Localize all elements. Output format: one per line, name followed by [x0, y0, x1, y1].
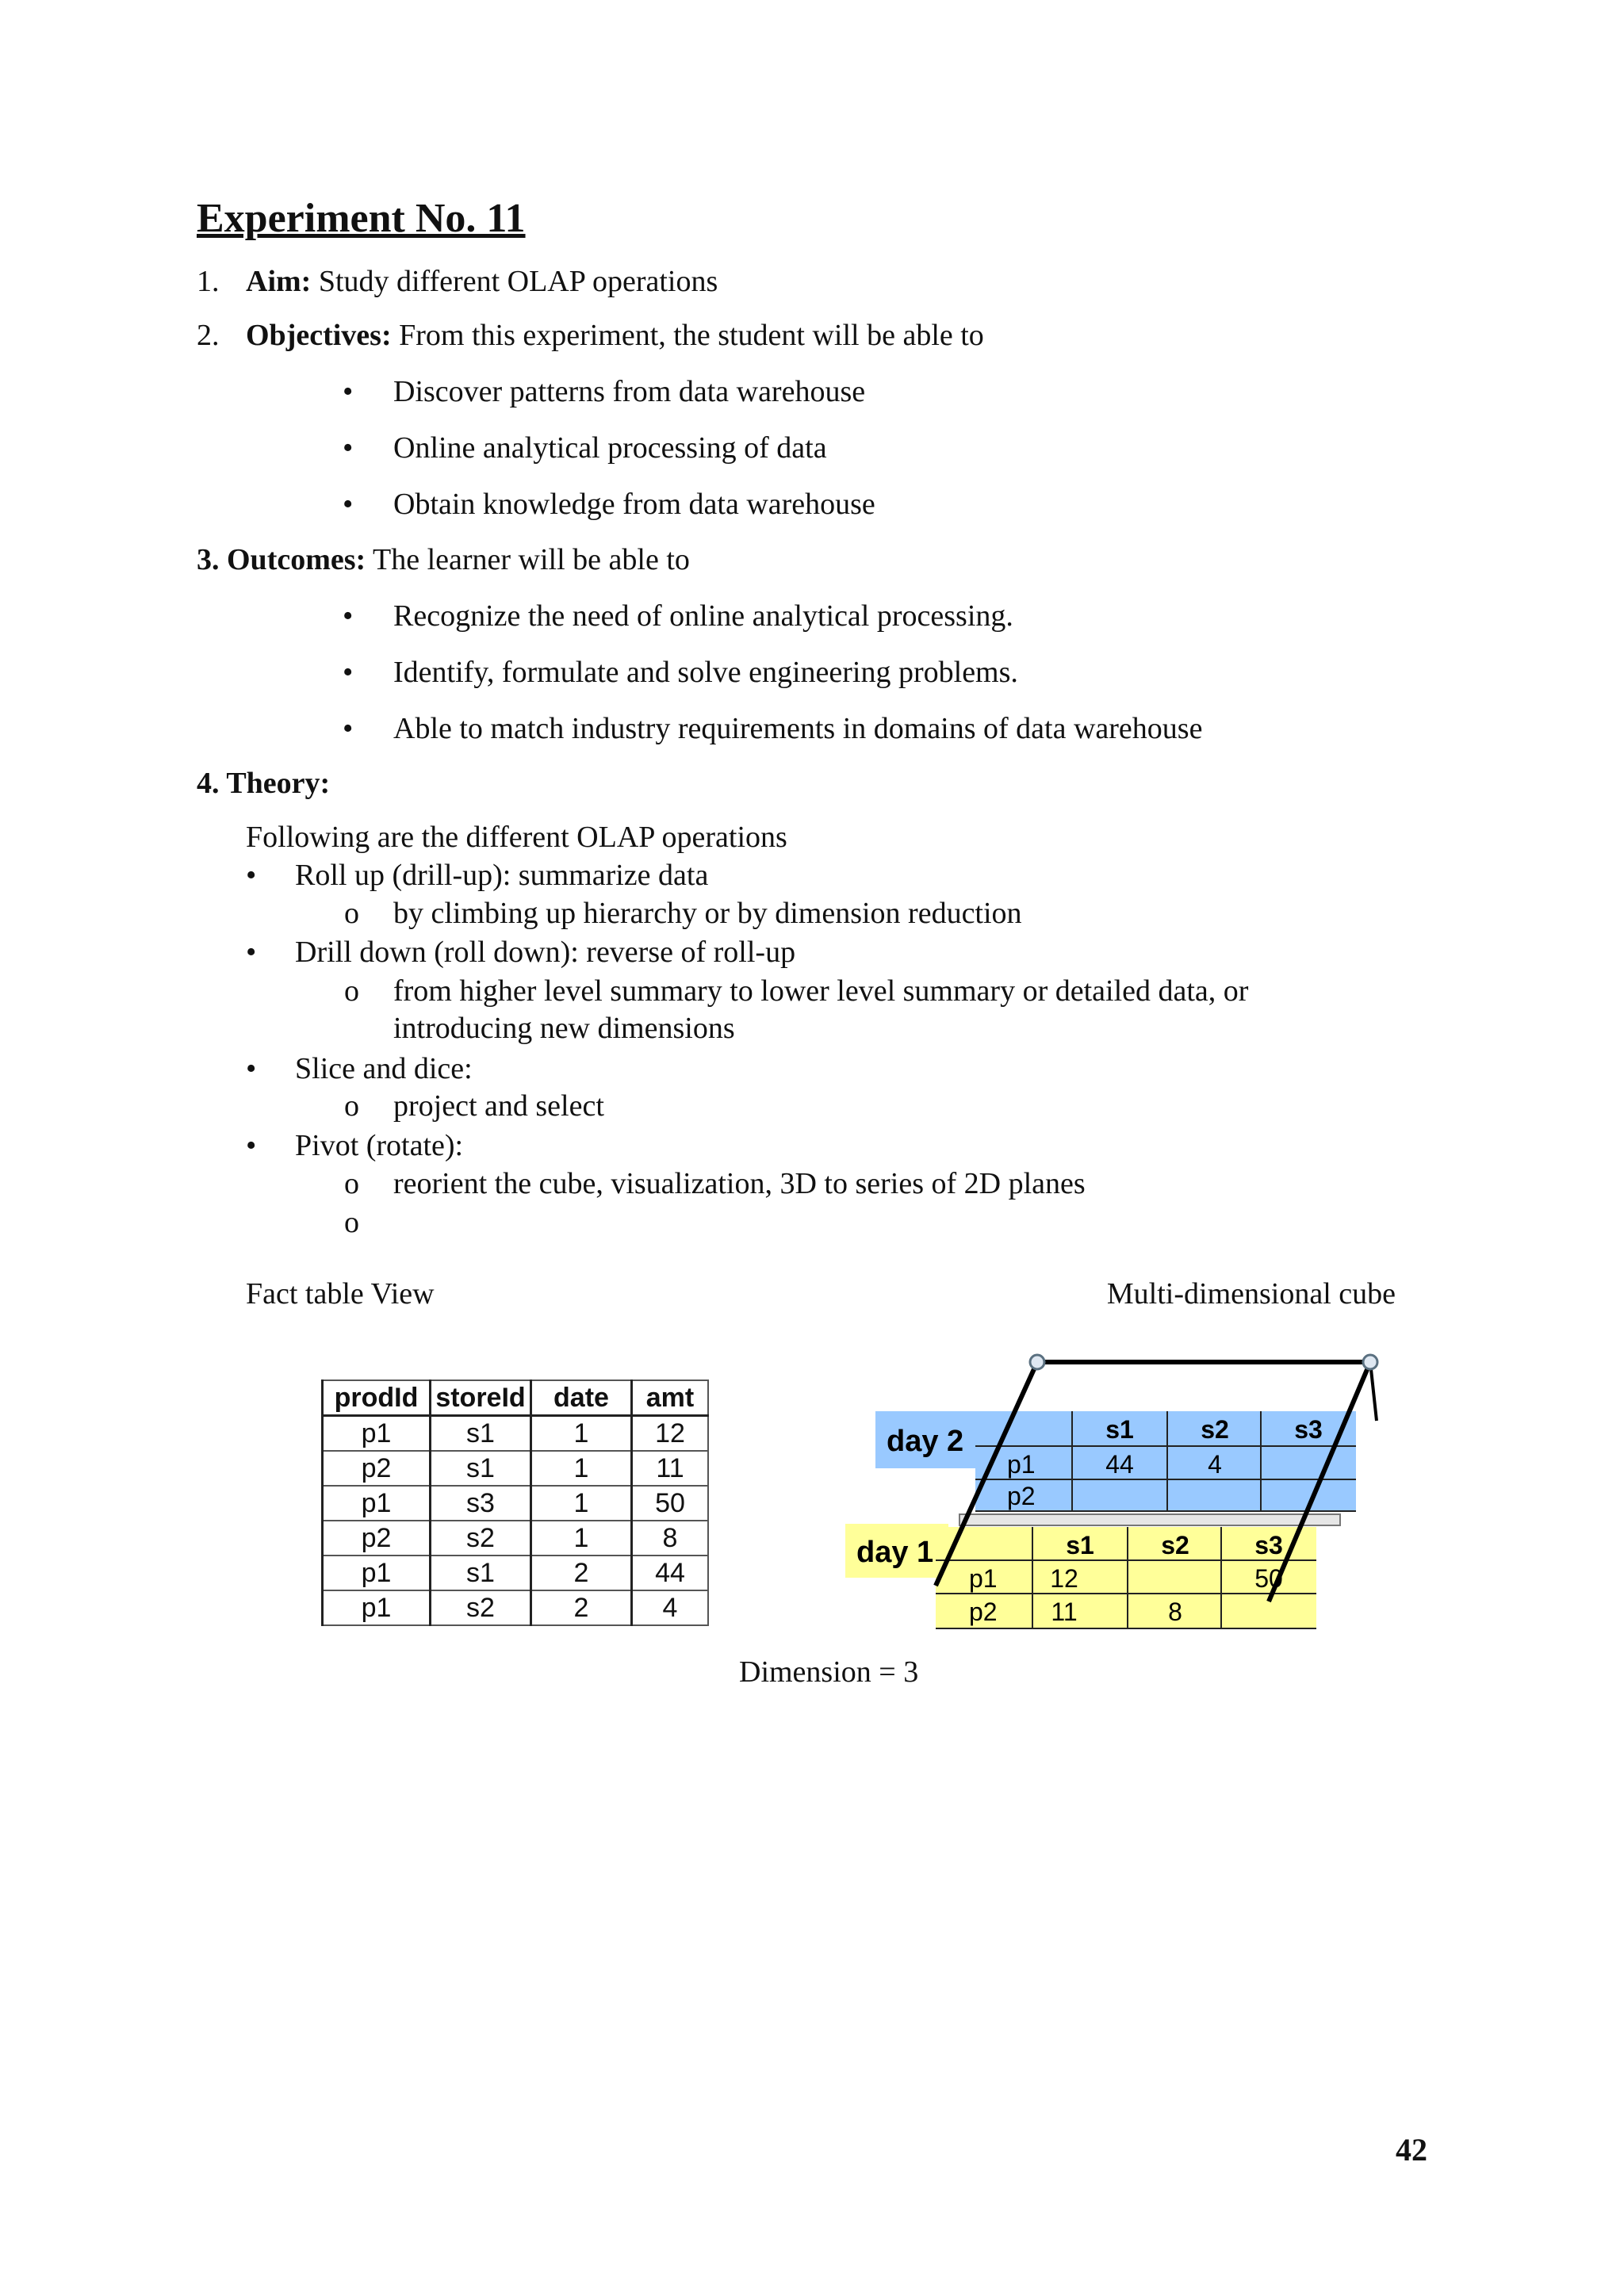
table-cell: p2	[323, 1521, 431, 1556]
theory-sub-marker: o	[344, 1167, 359, 1200]
theory-sub-item: by climbing up hierarchy or by dimension reduction	[393, 897, 1022, 930]
day1-col-header: s1	[1066, 1531, 1094, 1559]
table-cell: s2	[431, 1521, 531, 1556]
day2-label: day 2	[887, 1425, 964, 1458]
outcome-bullet: •	[343, 599, 354, 633]
theory-bullet: •	[246, 1129, 257, 1162]
day1-label: day 1	[856, 1536, 934, 1569]
theory-sub-marker: o	[344, 1089, 359, 1123]
theory-bullet: •	[246, 936, 257, 969]
theory-op: Roll up (drill-up): summarize data	[295, 859, 709, 892]
column-header: prodId	[323, 1380, 431, 1416]
day2-cell: 44	[1105, 1450, 1134, 1479]
objective-bullet: •	[343, 431, 354, 465]
table-row	[323, 1556, 709, 1590]
table-cell: p2	[323, 1451, 431, 1486]
table-cell: 8	[632, 1521, 709, 1556]
day2-row-header: p2	[1007, 1482, 1036, 1510]
cube-back-edge	[1370, 1362, 1377, 1421]
aim-text: Study different OLAP operations	[311, 265, 718, 298]
outcome-item: Identify, formulate and solve engineering problems.	[393, 656, 1018, 689]
day1-layer	[845, 1524, 1316, 1628]
multidimensional-cube-diagram	[841, 1348, 1411, 1633]
objective-item: Obtain knowledge from data warehouse	[393, 488, 875, 521]
theory-sub-marker: o	[344, 1206, 359, 1239]
table-row	[323, 1521, 709, 1556]
table-cell: 50	[632, 1486, 709, 1521]
outcome-bullet: •	[343, 656, 354, 689]
page-title: Experiment No. 11	[197, 196, 526, 241]
table-cell: 2	[531, 1556, 632, 1590]
table-cell: 2	[531, 1590, 632, 1625]
fact-table-header-row	[323, 1380, 709, 1416]
dimension-caption: Dimension = 3	[739, 1655, 919, 1689]
fact-table-label: Fact table View	[246, 1277, 435, 1311]
table-cell: 1	[531, 1416, 632, 1452]
objective-item: Online analytical processing of data	[393, 431, 827, 465]
day2-layer	[875, 1411, 1356, 1511]
day1-row-header: p1	[969, 1564, 998, 1593]
cube-corner-handle	[1363, 1355, 1377, 1369]
theory-intro: Following are the different OLAP operations	[246, 821, 787, 854]
outcome-bullet: •	[343, 712, 354, 745]
table-cell: 1	[531, 1451, 632, 1486]
table-cell: p1	[323, 1590, 431, 1625]
theory-sub-marker: o	[344, 897, 359, 930]
table-cell: 12	[632, 1416, 709, 1452]
column-header: storeId	[431, 1380, 531, 1416]
aim-line	[197, 264, 220, 299]
theory-sub-item: introducing new dimensions	[393, 1012, 735, 1045]
table-cell: 1	[531, 1521, 632, 1556]
theory-sub-item: from higher level summary to lower level summary or detailed data, or	[393, 974, 1249, 1008]
page-number: 42	[1396, 2132, 1427, 2168]
theory-op: Slice and dice:	[295, 1052, 473, 1085]
outcomes-label: 3. Outcomes:	[197, 543, 366, 576]
outcome-item: Recognize the need of online analytical processing.	[393, 599, 1013, 633]
table-cell: p1	[323, 1416, 431, 1452]
theory-label: 4. Theory:	[197, 767, 331, 800]
theory-op: Pivot (rotate):	[295, 1129, 464, 1162]
table-row	[323, 1486, 709, 1521]
column-header: amt	[632, 1380, 709, 1416]
table-cell: 1	[531, 1486, 632, 1521]
day1-col-header: s3	[1254, 1531, 1283, 1559]
table-cell: 44	[632, 1556, 709, 1590]
day2-col-header: s1	[1105, 1415, 1134, 1444]
day1-cell: 8	[1168, 1598, 1182, 1626]
table-cell: s1	[431, 1416, 531, 1452]
objectives-line	[246, 318, 984, 353]
theory-bullet: •	[246, 1052, 257, 1085]
day1-row-header: p2	[969, 1598, 998, 1626]
day1-cell: 12	[1050, 1564, 1078, 1593]
objectives-text: From this experiment, the student will be able to	[391, 319, 984, 352]
objective-bullet: •	[343, 375, 354, 408]
objectives-label: Objectives:	[246, 319, 392, 352]
theory-sub-marker: o	[344, 974, 359, 1008]
table-cell: p1	[323, 1486, 431, 1521]
table-row	[323, 1451, 709, 1486]
column-header: date	[531, 1380, 632, 1416]
table-cell: s3	[431, 1486, 531, 1521]
table-cell: s1	[431, 1556, 531, 1590]
day2-cell: 4	[1208, 1450, 1222, 1479]
table-cell: s1	[431, 1451, 531, 1486]
outcome-item: Able to match industry requirements in domains of data warehouse	[393, 712, 1203, 745]
objective-item: Discover patterns from data warehouse	[393, 375, 866, 408]
day1-cell: 50	[1254, 1564, 1283, 1593]
objectives-number: 2.	[197, 319, 220, 352]
theory-sub-item: reorient the cube, visualization, 3D to series of 2D planes	[393, 1167, 1086, 1200]
outcomes-line	[197, 542, 690, 577]
day2-col-header: s3	[1294, 1415, 1323, 1444]
aim-label: Aim:	[246, 265, 312, 298]
day2-col-header: s2	[1201, 1415, 1229, 1444]
theory-bullet: •	[246, 859, 257, 892]
table-cell: p1	[323, 1556, 431, 1590]
day1-cell: 11	[1051, 1598, 1078, 1626]
table-cell: 11	[632, 1451, 709, 1486]
fact-table	[321, 1380, 709, 1626]
table-cell: 4	[632, 1590, 709, 1625]
cube-label: Multi-dimensional cube	[1106, 1277, 1396, 1311]
objective-bullet: •	[343, 488, 354, 521]
table-cell: s2	[431, 1590, 531, 1625]
aim-content	[246, 264, 718, 299]
theory-op: Drill down (roll down): reverse of roll-up	[295, 936, 796, 969]
day1-col-header: s2	[1161, 1531, 1189, 1559]
table-row	[323, 1416, 709, 1452]
table-row	[323, 1590, 709, 1625]
day2-row-header: p1	[1007, 1450, 1036, 1479]
theory-sub-item: project and select	[393, 1089, 604, 1123]
cube-corner-handle	[1030, 1355, 1044, 1369]
outcomes-text: The learner will be able to	[366, 543, 690, 576]
aim-number: 1.	[197, 265, 220, 298]
layer-divider	[959, 1514, 1340, 1525]
